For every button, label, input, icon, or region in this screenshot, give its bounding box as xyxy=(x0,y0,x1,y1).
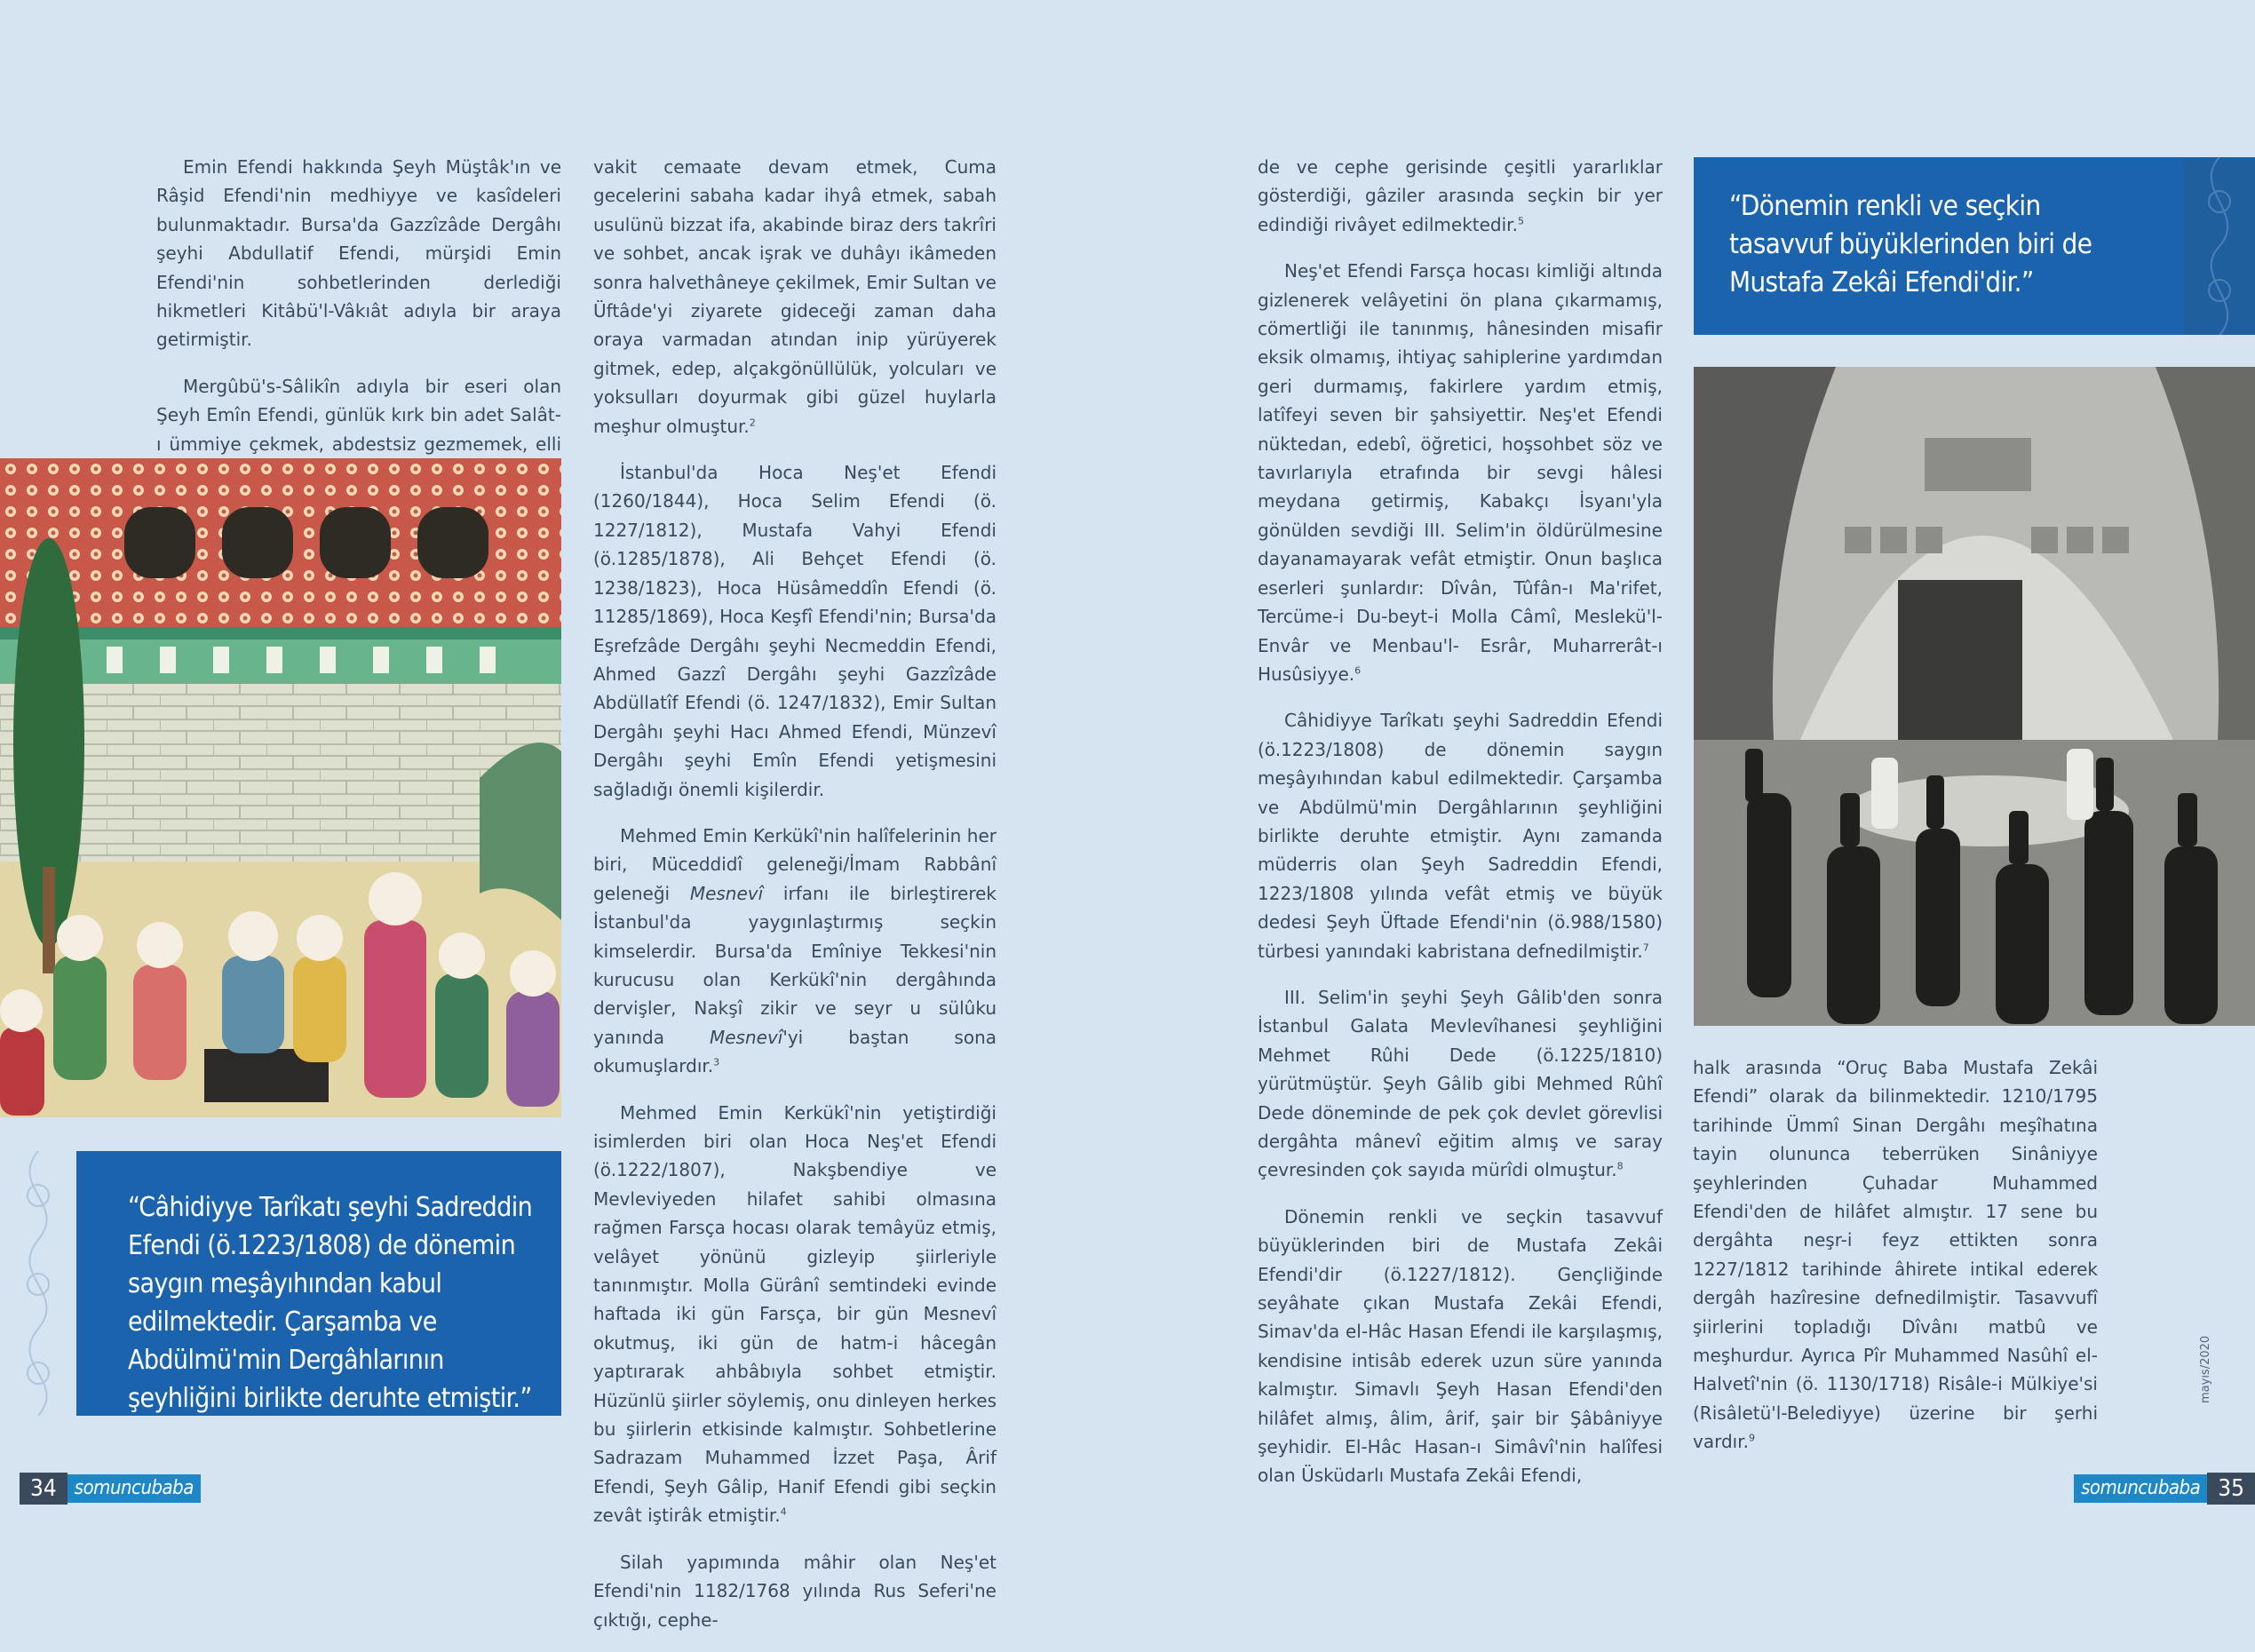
right-column-1 xyxy=(1258,153,1663,1508)
miniature-illustration-icon xyxy=(0,458,561,1117)
pull-quote-right xyxy=(1694,157,2255,335)
page-number: 35 xyxy=(2207,1473,2255,1505)
paragraph: Dönemin renkli ve seçkin tasavvuf büyüklerinden biri de Mustafa Zekâi Efendi'dir (ö.1227/1812). Gençliğinde seyâhate çıkan Mustafa Zekâi Efendi, Simav'da el-Hâc Hasan Efendi ile karşılaşmış, kendisine intisâb ederek uzun süre yanında kalmıştır. Simavlı Şeyh Hasan Efendi'den hilâfet almış, âlim, ârif, şair bir Şâbâniyye şeyhidir. El-Hâc Hasan-ı Simâvî'nin halîfesi olan Üsküdarlı Mustafa Zekâi Efendi, xyxy=(1258,1205,1663,1487)
miniature-painting xyxy=(0,458,561,1117)
emphasis: Mesnevî xyxy=(709,1026,783,1048)
paragraph xyxy=(1258,706,1663,965)
ornament-band xyxy=(2184,157,2255,335)
footer-right xyxy=(2074,1473,2255,1505)
paragraph xyxy=(593,1099,996,1530)
paragraph xyxy=(593,153,996,441)
footnote-ref: 7 xyxy=(1642,941,1649,953)
footnote-ref: 8 xyxy=(1616,1160,1624,1172)
arabesque-ornament-icon xyxy=(2184,157,2255,335)
paragraph: Silah yapımında mâhir olan Neş'et Efendi'nin 1182/1768 yılında Rus Seferi'ne çıktığı, cephe- xyxy=(593,1551,996,1631)
footnote-ref: 2 xyxy=(749,417,756,428)
left-column-1 xyxy=(156,153,561,504)
quote-text: “Câhidiyye Tarîkatı şeyhi Sadreddin Efendi (ö.1223/1808) de dönemin saygın meşâyıhından kabul edilmektedir. Çarşamba ve Abdülmü'min Dergâhlarının şeyhliğini birlikte deruhte etmiştir.” xyxy=(128,1192,533,1414)
footnote-ref: 4 xyxy=(780,1505,787,1518)
paragraph-text: Câhidiyye Tarîkatı şeyhi Sadreddin Efendi (ö.1223/1808) de dönemin saygın meşâyıhından kabul edilmektedir. Çarşamba ve Abdülmü'min Dergâhlarının şeyhliğini birlikte deruhte etmiştir. Aynı zamanda müderris olan Şeyh Sadreddin Efendi, 1223/1808 yılında vefât etmiş ve büyük dedesi Şeyh Üftade Efendi'nin (ö.988/1580) türbesi yanındaki kabristana defnedilmiştir. xyxy=(1258,710,1663,962)
paragraph-text: de ve cephe gerisinde çeşitli yararlıklar gösterdiği, gâziler arasında seçkin bir yer edindiği rivâyet edilmektedir. xyxy=(1258,156,1663,235)
paragraph: İstanbul'da Hoca Neş'et Efendi (1260/1844), Hoca Selim Efendi (ö. 1227/1812), Mustafa Vahyi Efendi (ö.1285/1878), Ali Behçet Efendi (ö. 1238/1823), Hoca Hüsâmeddîn Efendi (ö. 11285/1869), Hoca Keşfî Efendi'nin; Bursa'da Eşrefzâde Dergâhı şeyhi Necmeddin Efendi, Ahmed Gazzî Dergâhı şeyhi Gazzîzâde Abdüllatîf Efendi (ö. 1247/1832), Emir Sultan Dergâhı şeyhi Hacı Ahmed Efendi, Münzevî Dergâhı şeyhi Emîn Efendi yetişmesini sağladığı önemli kişilerdir. xyxy=(593,462,996,800)
right-column-2 xyxy=(1693,1053,2098,1474)
paragraph xyxy=(1258,983,1663,1185)
paragraph-text: halk arasında “Oruç Baba Mustafa Zekâi Efendi” olarak da bilinmektedir. 1210/1795 tarihinde Ümmî Sinan Dergâhı meşîhatına tayin olununca teberrüken Sinâniyye şeyhlerinden Çuhadar Muhammed Efendi'den de hilâfet almıştır. 17 sene bu dergâhta neşr-i feyz ettikten sonra 1227/1812 tarihinde âhirete intikal ederek dergâh hazîresine defnedilmiştir. Tasavvufî şiirlerini topladığı Dîvânı matbû ve meşhurdur. Ayrıca Pîr Muhammed Nasûhî el-Halvetî'nin (ö. 1130/1718) Risâle-i Mülkiye'si (Risâletü'l-Belediyye) üzerine bir şerhi vardır. xyxy=(1693,1057,2098,1453)
issue-date: mayıs/2020 xyxy=(2199,1335,2212,1403)
paragraph xyxy=(593,822,996,1081)
paragraph: Emin Efendi hakkında Şeyh Müştâk'ın ve Râşid Efendi'nin medhiyye ve kasîdeleri bulunmaktadır. Bursa'da Gazzîzâde Dergâhı şeyhi Abdullatif Efendi, mürşidi Emin Efendi'nin sohbetlerinden derlediği hikmetleri Kitâbü'l-Vâkıât adıyla bir araya getirmiştir. xyxy=(156,156,561,351)
paragraph-text: Mehmed Emin Kerkükî'nin halîfelerinin her biri, Müceddidî geleneği/İmam Rabbânî geleneği xyxy=(593,824,996,904)
quote-text: “Dönemin renkli ve seçkin tasavvuf büyüklerinden biri de Mustafa Zekâi Efendi'dir.” xyxy=(1729,190,2092,298)
pull-quote-left xyxy=(0,1151,561,1416)
brand-logo: somuncubaba xyxy=(2074,1474,2207,1503)
paragraph: Mergûbü's-Sâlikîn adıyla bir eseri olan Şeyh Emîn Efendi, günlük kırk bin adet Salât-ı ümmiye çekmek, abdestsiz gezmemek, elli xyxy=(156,375,561,455)
paragraph xyxy=(1258,257,1663,688)
paragraph-text: Mehmed Emin Kerkükî'nin yetiştirdiği isimlerden biri olan Hoca Neş'et Efendi (ö.1222/1807), Nakşbendiye ve Mevleviyeden hilafet sahibi olmasına rağmen Farsça hocası olarak temâyüz etmiş, velâyet yönünü gizleyip şiirleriyle tanınmıştır. Molla Gürânî semtindeki evinde haftada iki gün Farsça, bir gün Mesnevî okutmuş, iki gün de hatm-i hâcegân yaptırarak ahbâbıyla sohbet etmiştir. Hüzünlü şiirler söylemiş, onu dinleyen herkes bu şiirlerin etkisinde kalmıştır. Sohbetlerine Sadrazam Muhammed İzzet Paşa, Ârif Efendi, Şeyh Gâlip, Hanif Efendi gibi seçkin zevât iştirâk etmiştir. xyxy=(593,1101,996,1527)
paragraph-text: Neş'et Efendi Farsça hocası kimliği altında gizlenerek velâyetini ön plana çıkarmamış, cömertliği ile tanınmış, hânesinden misafir eksik olmamış, ihtiyaç sahiplerine yardımdan geri durmamış, fakirlere yardım etmiş, latîfeyi seven bir şahsiyettir. Neş'et Efendi nüktedan, edebî, öğretici, hoşsohbet söz ve tavırlarıyla etrafında bir sevgi hâlesi meydana getirmiş, Kabakçı İsyanı'yla gönülden sevdiği III. Selim'in öldürülmesine dayanamayarak vefât etmiştir. Onun başlıca eserleri şunlardır: Dîvân, Tûfân-ı Ma'rifet, Tercüme-i Du-beyt-i Molla Câmî, Meslekü'l-Envâr ve Menbau'l- Esrâr, Muharrerât-ı Husûsiyye. xyxy=(1258,260,1663,685)
footnote-ref: 3 xyxy=(713,1056,720,1068)
arabesque-ornament-icon xyxy=(0,1151,76,1416)
page-number: 34 xyxy=(20,1473,67,1505)
brand-logo: somuncubaba xyxy=(67,1474,201,1503)
paragraph-text: 'yi baştan sona okumuşlardır. xyxy=(593,1026,997,1077)
paragraph-text: vakit cemaate devam etmek, Cuma gecelerini sabaha kadar ihyâ etmek, sabah usulünü bizzat ifa, akabinde biraz ders takrîri ve sohbet, ancak işrak ve duhâyı ikâmeden sonra halvethâneye çekilmek, Emir Sultan ve Üftâde'yi ziyarete gideceği zaman daha oraya varmadan atından inip yürüyerek gitmek, edep, alçakgönüllülük, yolcuları ve yoksulları doyurmak gibi güzel huylarla meşhur olmuştur. xyxy=(593,156,996,437)
footnote-ref: 5 xyxy=(1517,215,1524,227)
paragraph xyxy=(1258,153,1663,239)
paragraph-text: irfanı ile birleştirerek İstanbul'da yaygınlaştırmış seçkin kimselerdir. Bursa'da Emîniye Tekkesi'nin kurucusu olan Kerkükî'nin dergâhında dervişler, Nakşî zikir ve seyr u sülûku yanında xyxy=(593,882,996,1048)
emphasis: Mesnevî xyxy=(689,882,764,904)
left-column-2 xyxy=(593,153,996,1652)
paragraph-text: III. Selim'in şeyhi Şeyh Gâlib'den sonra İstanbul Galata Mevlevîhanesi şeyhliğini Mehmet Rûhi Dede (ö.1225/1810) yürütmüştür. Şeyh Gâlib gibi Mehmed Rûhî Dede döneminde de pek çok devlet görevlisi dergâhta mânevî eğitim almış ve saray çevresinden çok sayıda mürîdi olmuştur. xyxy=(1258,986,1663,1181)
ornament-band xyxy=(0,1151,76,1416)
footnote-ref: 9 xyxy=(1748,1432,1755,1444)
footer-left xyxy=(20,1473,201,1505)
engraving-illustration xyxy=(1694,367,2255,1026)
paragraph xyxy=(1693,1053,2098,1457)
dervish-gathering-engraving-icon xyxy=(1694,367,2255,1026)
footnote-ref: 6 xyxy=(1354,664,1362,677)
